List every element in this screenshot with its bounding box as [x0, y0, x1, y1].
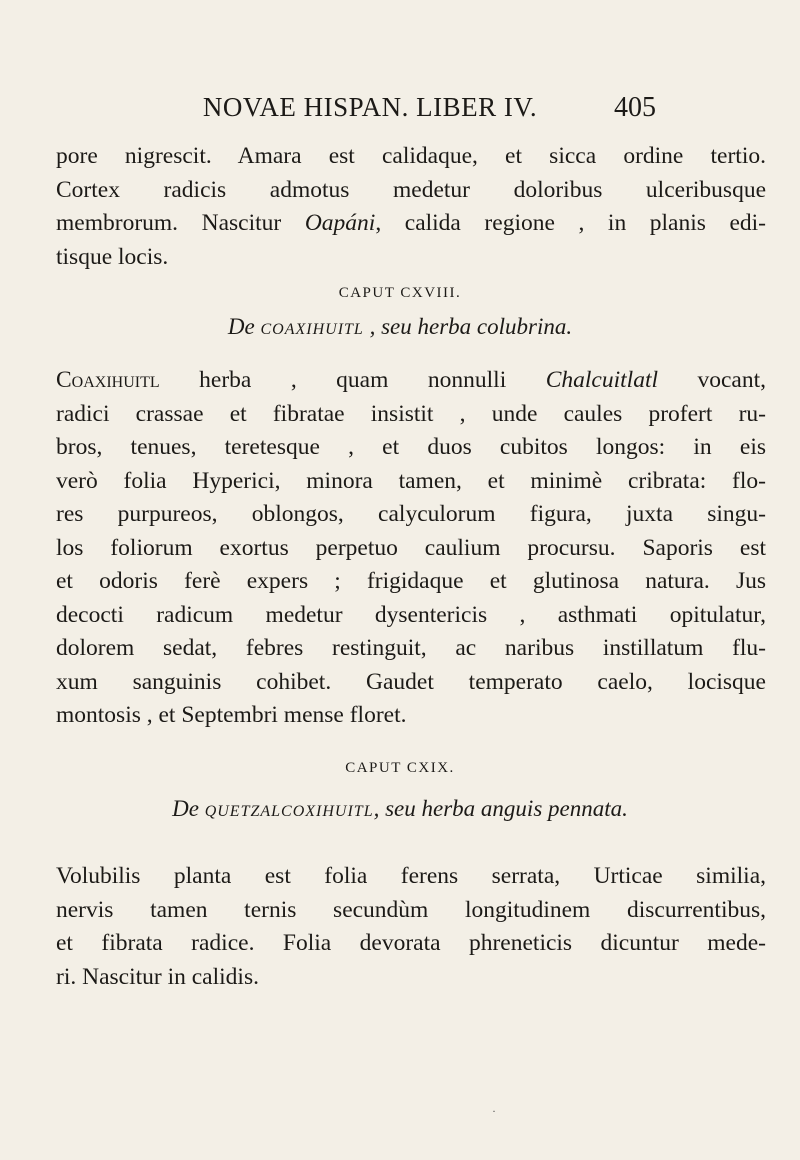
chapter-label: CAPUT CXVIII. [338, 285, 462, 301]
ink-speck-decoration: · [492, 1104, 496, 1118]
text-line: nervis tamen ternis secundùm longitudinem discurrentibus, [56, 896, 766, 923]
chapter-label: CAPUT CXIX. [345, 760, 455, 776]
running-head-title: NOVAE HISPAN. LIBER IV. [202, 92, 538, 122]
text-line: ri. Nascitur in calidis. [56, 963, 259, 990]
text-line: tisque locis. [56, 243, 169, 270]
text-line: montosis , et Septembri mense floret. [56, 702, 407, 728]
page-number: 405 [614, 92, 656, 123]
text-line: los foliorum exortus perpetuo caulium procursu. Saporis est [56, 534, 766, 561]
chapter-heading: De QUETZALCOXIHUITL, seu herba anguis pennata. [172, 796, 628, 821]
paragraph-quetzalcoxihuitl [56, 860, 766, 994]
paragraph-coaxihuitl [56, 364, 766, 733]
text-line: membrorum. Nascitur Oapáni, calida regione , in planis edi- [56, 210, 767, 236]
text-line: Cortex radicis admotus medetur doloribus ulceribusque [56, 176, 766, 203]
text-line: verò folia Hyperici, minora tamen, et minimè cribrata: flo- [56, 467, 766, 494]
text-line: res purpureos, oblongos, calyculorum figura, juxta singu- [56, 501, 766, 527]
text-line: pore nigrescit. Amara est calidaque, et sicca ordine tertio. [56, 143, 766, 169]
text-line: bros, tenues, teretesque , et duos cubitos longos: in eis [56, 434, 766, 460]
text-line: decocti radicum medetur dysentericis , asthmati opitulatur, [56, 601, 766, 628]
text-line: xum sanguinis cohibet. Gaudet temperato caelo, locisque [56, 668, 766, 695]
text-line: dolorem sedat, febres restinguit, ac naribus instillatum flu- [56, 635, 766, 661]
text-line: et odoris ferè expers ; frigidaque et glutinosa natura. Jus [56, 568, 766, 594]
text-line: radici crassae et fibratae insistit , unde caules profert ru- [56, 400, 766, 427]
running-head [0, 92, 800, 132]
text-line: et fibrata radice. Folia devorata phreneticis dicuntur mede- [56, 930, 766, 956]
text-line: Volubilis planta est folia ferens serrata, Urticae similia, [56, 863, 766, 889]
text-line: Coaxihuitl herba , quam nonnulli Chalcuitlatl vocant, [56, 367, 767, 393]
paragraph-continuation [56, 140, 766, 274]
chapter-heading: De COAXIHUITL , seu herba colubrina. [227, 314, 573, 339]
